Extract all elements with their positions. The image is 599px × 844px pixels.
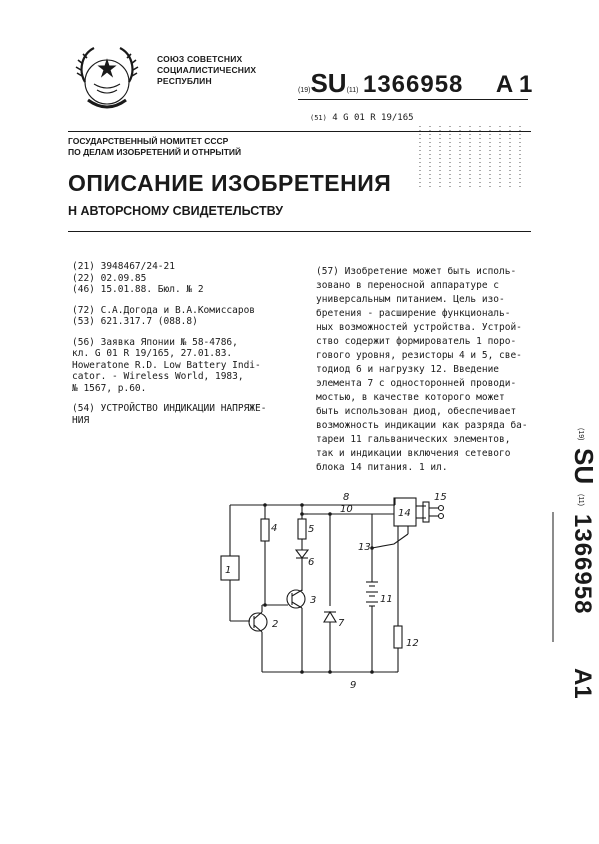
bibliographic-data bbox=[72, 261, 304, 426]
abstract-line: так и индикации включения сетевого bbox=[316, 448, 511, 459]
union-name bbox=[157, 54, 256, 87]
label-9: 9 bbox=[350, 680, 357, 691]
biblio-line: (53) 621.317.7 (088.8) bbox=[72, 316, 198, 327]
country-code: SU bbox=[310, 68, 347, 98]
state-emblem bbox=[64, 40, 150, 120]
side-country: SU bbox=[569, 448, 599, 485]
label-13: 13 bbox=[358, 542, 371, 553]
organization bbox=[68, 136, 241, 158]
abstract-line: универсальным питанием. Цель изо- bbox=[316, 294, 505, 305]
org-line: ГОСУДАРСТВЕННЫЙ НОМИТЕТ СССР bbox=[68, 136, 229, 146]
biblio-line: cator. - Wireless World, 1983, bbox=[72, 371, 244, 382]
invention-title-line: НИЯ bbox=[72, 414, 90, 426]
header-rule bbox=[68, 131, 531, 132]
label-7: 7 bbox=[338, 618, 345, 629]
abstract bbox=[316, 265, 528, 475]
abstract-line: ных возможностей устройства. Устрой- bbox=[316, 322, 522, 333]
ipc-class bbox=[310, 113, 414, 123]
label-15: 15 bbox=[434, 492, 447, 503]
biblio-line: (46) 15.01.88. Бюл. № 2 bbox=[72, 284, 204, 295]
abstract-line: (57) Изобретение может быть исполь- bbox=[316, 266, 517, 277]
side-number-code: (11) bbox=[577, 494, 584, 506]
label-5: 5 bbox=[308, 524, 315, 535]
biblio-line: (72) С.А.Догода и В.А.Комиссаров bbox=[72, 304, 256, 316]
label-14: 14 bbox=[398, 508, 411, 519]
noise-dots bbox=[418, 124, 528, 194]
label-4: 4 bbox=[271, 523, 278, 534]
document-subtitle: Н АВТОРСНОМУ СВИДЕТЕЛЬСТВУ bbox=[68, 204, 283, 218]
abstract-line: тодиод 6 и нагрузку 12. Введение bbox=[316, 364, 500, 375]
label-1: 1 bbox=[225, 565, 232, 576]
title-rule bbox=[68, 231, 531, 232]
abstract-line: быть использован диод, обеспечивает bbox=[316, 406, 517, 417]
abstract-line: возможность индикации как разряда ба- bbox=[316, 420, 528, 431]
invention-title-line: (54) УСТРОЙСТВО ИНДИКАЦИИ НАПРЯЖЕ- bbox=[72, 403, 267, 414]
kind-code: A 1 bbox=[495, 71, 533, 98]
union-line: РЕСПУБЛИН bbox=[157, 76, 212, 86]
abstract-line: ство содержит формирователь 1 порo- bbox=[316, 336, 517, 347]
biblio-line: (56) Заявка Японии № 58-4786, bbox=[72, 336, 238, 348]
abstract-line: блока 14 питания. 1 ил. bbox=[316, 462, 448, 473]
abstract-line: мостью, в качестве которого может bbox=[316, 392, 505, 403]
side-publication-number bbox=[549, 428, 599, 718]
circuit-diagram bbox=[190, 486, 470, 696]
abstract-line: зовано в переносной аппаратуре с bbox=[316, 280, 500, 291]
side-number: 1366958 bbox=[569, 514, 596, 615]
pub-prefix-code: (19) bbox=[298, 87, 311, 94]
pubnum-underline bbox=[298, 99, 528, 100]
label-8: 8 bbox=[343, 492, 350, 503]
biblio-line: (21) 3948467/24-21 bbox=[72, 261, 175, 272]
biblio-line: Howeratone R.D. Low Battery Indi- bbox=[72, 359, 261, 371]
label-10: 10 bbox=[340, 504, 353, 515]
side-prefix-code: (19) bbox=[577, 428, 584, 441]
label-6: 6 bbox=[308, 557, 315, 568]
union-line: СОЮЗ СОВЕТСНИХ bbox=[157, 54, 243, 64]
publication-number bbox=[298, 68, 532, 99]
label-3: 3 bbox=[310, 595, 317, 606]
document-title: ОПИСАНИЕ ИЗОБРЕТЕНИЯ bbox=[68, 170, 392, 196]
abstract-line: элемента 7 с односторонней проводи- bbox=[316, 378, 517, 389]
biblio-line: (22) 02.09.85 bbox=[72, 272, 147, 284]
abstract-line: бретения - расширение функциональ- bbox=[316, 308, 511, 319]
abstract-line: тареи 11 гальванических элементов, bbox=[316, 434, 511, 445]
org-line: ПО ДЕЛАМ ИЗОБРЕТЕНИЙ И ОТНРЫТИЙ bbox=[68, 147, 242, 157]
biblio-line: кл. G 01 R 19/165, 27.01.83. bbox=[72, 348, 233, 359]
ipc-code: (51) bbox=[310, 114, 327, 122]
union-line: СОЦИАЛИСТИЧЕСНИХ bbox=[157, 65, 257, 75]
biblio-line: № 1567, p.60. bbox=[72, 382, 147, 394]
label-12: 12 bbox=[406, 638, 419, 649]
pub-number-code: (11) bbox=[346, 87, 359, 94]
side-kind: A1 bbox=[569, 668, 596, 699]
label-11: 11 bbox=[380, 594, 393, 605]
ipc-value: 4 G 01 R 19/165 bbox=[332, 113, 414, 123]
abstract-line: гового уровня, резисторы 4 и 5, све- bbox=[316, 350, 522, 361]
label-2: 2 bbox=[272, 619, 279, 630]
pub-number: 1366958 bbox=[362, 71, 464, 98]
